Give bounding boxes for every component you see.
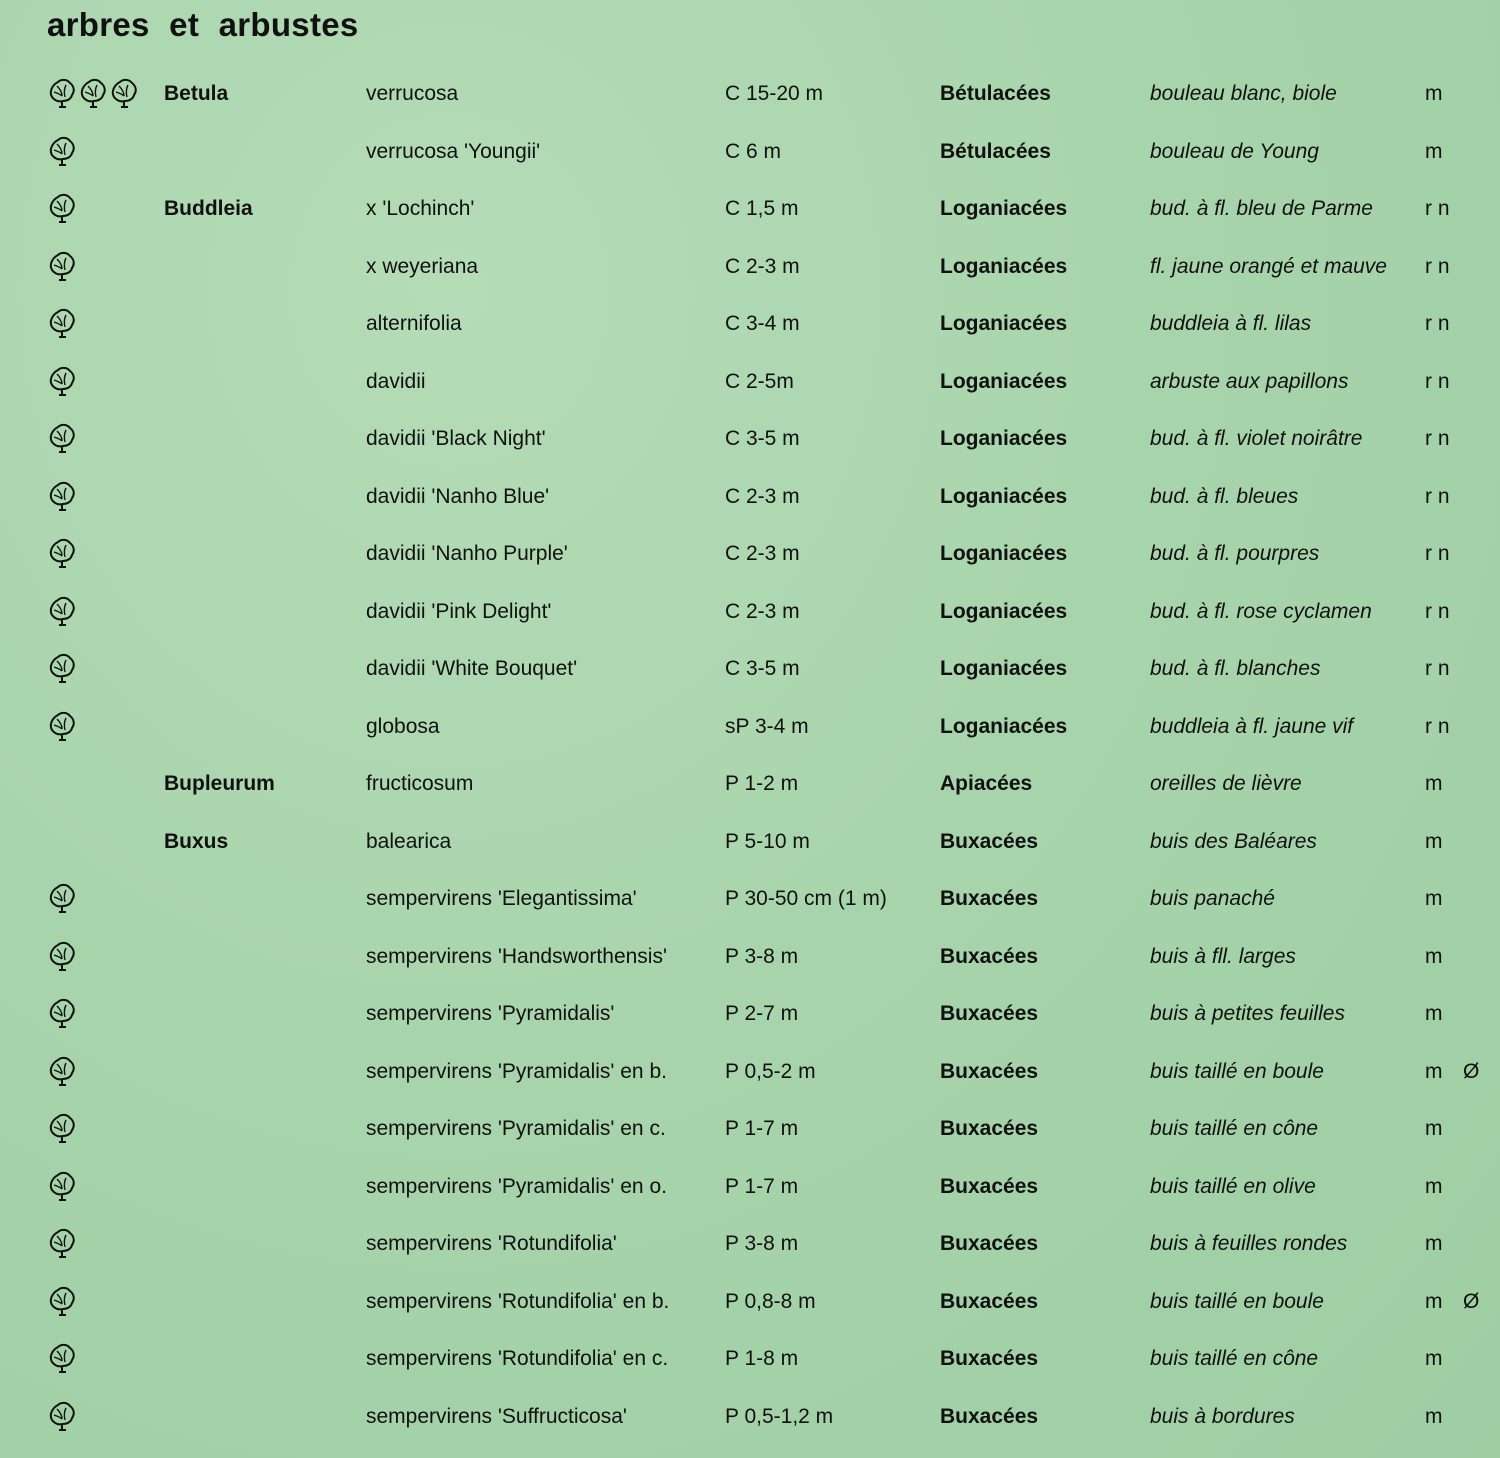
table-row [0,1333,1500,1391]
tree-icon [47,652,77,684]
size-cell: P 30-50 cm (1 m) [725,887,887,910]
species-cell: balearica [366,829,452,853]
tree-icon [47,480,77,512]
tree-icon [47,537,77,569]
tree-icon [109,77,139,109]
common-name-cell: buis panaché [1150,887,1275,910]
family-cell: Buxacées [940,1059,1039,1083]
species-cell: sempervirens 'Suffructicosa' [366,1404,627,1428]
species-cell: sempervirens 'Pyramidalis' en o. [366,1174,667,1198]
species-cell: davidii 'White Bouquet' [366,657,578,680]
family-cell: Loganiacées [940,484,1068,508]
common-name-cell: buis à fll. larges [1150,944,1296,968]
tree-icons [47,1285,77,1317]
common-name-cell: buis à petites feuilles [1150,1002,1345,1025]
size-cell: sP 3-4 m [725,714,809,738]
common-name-cell: buis taillé en cône [1150,1117,1319,1140]
tree-icons [47,422,77,454]
tree-icons [47,250,77,282]
table-row [0,241,1500,299]
table-row [0,1103,1500,1161]
size-cell: C 2-3 m [725,599,800,623]
code-cell: m [1425,1002,1443,1025]
code-cell: r n [1425,484,1450,508]
table-row [0,1218,1500,1276]
family-cell: Apiacées [940,772,1033,795]
species-cell: alternifolia [366,312,462,335]
common-name-cell: bud. à fl. blanches [1150,657,1321,680]
family-cell: Buxacées [940,1347,1039,1370]
tree-icon [47,135,77,167]
table-row [0,1391,1500,1449]
family-cell: Loganiacées [940,254,1068,278]
size-cell: C 2-3 m [725,254,800,278]
common-name-cell: fl. jaune orangé et mauve [1150,254,1387,278]
code-cell: r n [1425,714,1450,738]
common-name-cell: buis à bordures [1150,1404,1295,1428]
family-cell: Buxacées [940,1174,1039,1198]
code-cell: r n [1425,197,1450,220]
code-cell: r n [1425,312,1450,335]
species-cell: davidii 'Nanho Blue' [366,484,550,508]
plant-list [0,68,1500,1448]
species-cell: x weyeriana [366,254,479,278]
table-row [0,758,1500,816]
size-cell: P 1-7 m [725,1174,799,1198]
tree-icon [47,307,77,339]
code-cell: m [1425,829,1443,853]
tree-icons [47,1400,77,1432]
code-cell: r n [1425,369,1450,393]
size-cell: P 5-10 m [725,829,810,853]
tree-icon [47,595,77,627]
table-row [0,988,1500,1046]
table-row [0,931,1500,989]
tree-icon [47,77,77,109]
family-cell: Loganiacées [940,369,1068,393]
common-name-cell: buddleia à fl. jaune vif [1150,714,1354,738]
code-cell: m [1425,1289,1443,1313]
tree-icon [47,1285,77,1317]
family-cell: Loganiacées [940,427,1068,450]
size-cell: C 6 m [725,139,782,163]
table-row [0,471,1500,529]
tree-icons [47,77,139,109]
genus-cell: Buxus [164,829,229,853]
common-name-cell: bud. à fl. bleu de Parme [1150,197,1373,220]
code-cell: m [1425,82,1443,105]
family-cell: Buxacées [940,1289,1039,1313]
size-cell: C 3-5 m [725,427,800,450]
species-cell: fructicosum [366,772,474,795]
tree-icon [47,940,77,972]
table-row [0,873,1500,931]
species-cell: sempervirens 'Rotundifolia' en c. [366,1347,669,1370]
code-cell: r n [1425,542,1450,565]
size-cell: P 0,8-8 m [725,1289,816,1313]
code-cell: m [1425,1232,1443,1255]
genus-cell: Bupleurum [164,772,275,795]
species-cell: davidii 'Nanho Purple' [366,542,568,565]
tree-icons [47,537,77,569]
table-row [0,298,1500,356]
size-cell: C 1,5 m [725,197,799,220]
family-cell: Buxacées [940,1232,1039,1255]
species-cell: sempervirens 'Pyramidalis' en c. [366,1117,666,1140]
size-cell: P 2-7 m [725,1002,799,1025]
tree-icons [47,1227,77,1259]
table-row [0,528,1500,586]
tree-icons [47,192,77,224]
tree-icon [47,192,77,224]
tree-icon [47,882,77,914]
common-name-cell: buddleia à fl. lilas [1150,312,1312,335]
tree-icon [47,365,77,397]
size-cell: C 3-5 m [725,657,800,680]
species-cell: verrucosa [366,82,459,105]
common-name-cell: bouleau de Young [1150,139,1319,163]
family-cell: Loganiacées [940,714,1068,738]
table-row [0,701,1500,759]
tree-icons [47,710,77,742]
table-row [0,1161,1500,1219]
code-cell: m [1425,772,1443,795]
species-cell: sempervirens 'Handsworthensis' [366,944,667,968]
tree-icon [47,1055,77,1087]
tree-icon [47,422,77,454]
family-cell: Buxacées [940,944,1039,968]
common-name-cell: bud. à fl. rose cyclamen [1150,599,1372,623]
tree-icons [47,652,77,684]
common-name-cell: arbuste aux papillons [1150,369,1349,393]
family-cell: Loganiacées [940,599,1068,623]
table-row [0,356,1500,414]
code-cell: r n [1425,657,1450,680]
size-cell: C 2-5m [725,369,794,393]
tree-icon [47,1170,77,1202]
code-cell: m [1425,887,1443,910]
table-row [0,126,1500,184]
common-name-cell: buis taillé en boule [1150,1059,1324,1083]
code-cell: m [1425,1174,1443,1198]
tree-icons [47,940,77,972]
code-cell: m [1425,1347,1443,1370]
table-row [0,1276,1500,1334]
species-cell: sempervirens 'Elegantissima' [366,887,637,910]
tree-icons [47,997,77,1029]
species-cell: globosa [366,714,440,738]
genus-cell: Buddleia [164,197,253,220]
code-cell: r n [1425,427,1450,450]
family-cell: Buxacées [940,1117,1039,1140]
size-cell: P 0,5-2 m [725,1059,816,1083]
tree-icon [47,997,77,1029]
species-cell: davidii [366,369,426,393]
species-cell: sempervirens 'Rotundifolia' en b. [366,1289,670,1313]
size-cell: C 3-4 m [725,312,800,335]
tree-icon [47,1227,77,1259]
family-cell: Loganiacées [940,197,1068,220]
common-name-cell: bud. à fl. bleues [1150,484,1299,508]
common-name-cell: buis taillé en olive [1150,1174,1316,1198]
table-row [0,643,1500,701]
common-name-cell: bud. à fl. violet noirâtre [1150,427,1363,450]
page-title: arbres et arbustes [47,6,359,43]
code-cell: m [1425,1404,1443,1428]
code-cell: r n [1425,254,1450,278]
table-row [0,586,1500,644]
family-cell: Buxacées [940,1002,1039,1025]
species-cell: verrucosa 'Youngii' [366,139,541,163]
family-cell: Buxacées [940,887,1039,910]
extra-symbol-cell: Ø [1463,1289,1480,1313]
tree-icons [47,135,77,167]
species-cell: sempervirens 'Pyramidalis' [366,1002,615,1025]
size-cell: C 15-20 m [725,82,824,105]
tree-icons [47,1055,77,1087]
table-row [0,816,1500,874]
tree-icon [47,710,77,742]
family-cell: Loganiacées [940,657,1068,680]
common-name-cell: bud. à fl. pourpres [1150,542,1320,565]
species-cell: davidii 'Black Night' [366,427,546,450]
family-cell: Loganiacées [940,312,1068,335]
common-name-cell: buis taillé en cône [1150,1347,1319,1370]
table-row [0,413,1500,471]
tree-icons [47,365,77,397]
tree-icon [78,77,108,109]
common-name-cell: buis taillé en boule [1150,1289,1324,1313]
family-cell: Buxacées [940,1404,1039,1428]
size-cell: P 3-8 m [725,1232,799,1255]
tree-icon [47,1400,77,1432]
tree-icon [47,1342,77,1374]
code-cell: m [1425,1059,1443,1083]
tree-icon [47,1112,77,1144]
size-cell: C 2-3 m [725,484,800,508]
table-row [0,68,1500,126]
family-cell: Loganiacées [940,542,1068,565]
size-cell: P 0,5-1,2 m [725,1404,834,1428]
common-name-cell: oreilles de lièvre [1150,772,1302,795]
tree-icons [47,595,77,627]
tree-icons [47,1112,77,1144]
species-cell: sempervirens 'Rotundifolia' [366,1232,617,1255]
extra-symbol-cell: Ø [1463,1059,1480,1083]
table-row [0,183,1500,241]
tree-icons [47,882,77,914]
common-name-cell: bouleau blanc, biole [1150,82,1337,105]
genus-cell: Betula [164,82,229,105]
size-cell: P 1-8 m [725,1347,799,1370]
family-cell: Bétulacées [940,82,1051,105]
common-name-cell: buis à feuilles rondes [1150,1232,1348,1255]
code-cell: r n [1425,599,1450,623]
tree-icons [47,480,77,512]
code-cell: m [1425,944,1443,968]
size-cell: C 2-3 m [725,542,800,565]
tree-icons [47,1342,77,1374]
common-name-cell: buis des Baléares [1150,829,1317,853]
size-cell: P 1-7 m [725,1117,799,1140]
size-cell: P 1-2 m [725,772,799,795]
tree-icons [47,1170,77,1202]
species-cell: sempervirens 'Pyramidalis' en b. [366,1059,667,1083]
code-cell: m [1425,139,1443,163]
species-cell: davidii 'Pink Delight' [366,599,552,623]
table-row [0,1046,1500,1104]
size-cell: P 3-8 m [725,944,799,968]
code-cell: m [1425,1117,1443,1140]
family-cell: Bétulacées [940,139,1051,163]
tree-icon [47,250,77,282]
family-cell: Buxacées [940,829,1039,853]
tree-icons [47,307,77,339]
species-cell: x 'Lochinch' [366,197,475,220]
